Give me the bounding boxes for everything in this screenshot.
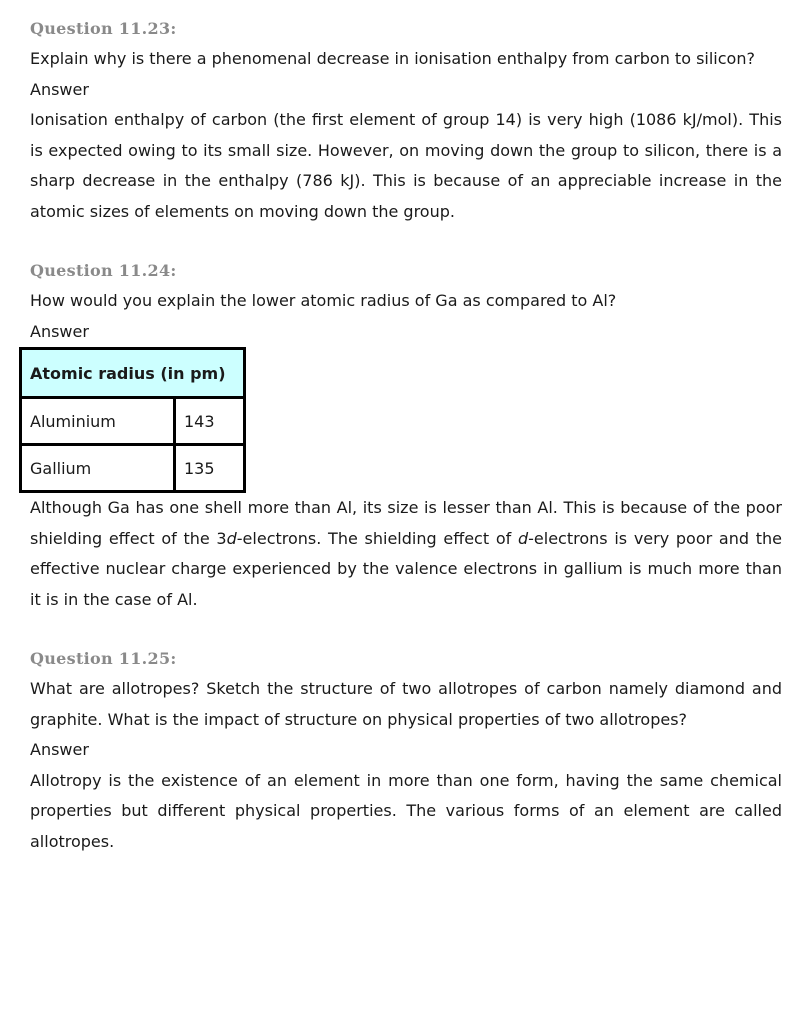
answer-text: Allotropy is the existence of an element in more than one form, having the same chemical properties but different physical properties. The various forms of an element are called allotropes. xyxy=(30,770,782,851)
element-cell: Aluminium xyxy=(21,398,175,445)
question-heading: Question 11.24: xyxy=(30,261,177,280)
document-page xyxy=(30,14,782,857)
italic-d: d xyxy=(226,528,237,548)
answer-text: Ionisation enthalpy of carbon (the first element of group 14) is very high (1086 kJ/mol). This is expected owing to its small size. However, on moving down the group to silicon, there is a sharp decrease in the enthalpy (786 kJ). This is because of an appreciable increase in the atomic sizes of elements on moving down the group. xyxy=(30,110,782,221)
question-text: What are allotropes? Sketch the structure of two allotropes of carbon namely diamond and graphite. What is the impact of structure on physical properties of two allotropes? xyxy=(30,679,782,729)
table-row xyxy=(21,398,245,445)
value-cell: 135 xyxy=(175,445,245,492)
question-heading: Question 11.25: xyxy=(30,649,177,668)
value-cell: 143 xyxy=(175,398,245,445)
answer-label: Answer xyxy=(30,321,89,341)
answer-label: Answer xyxy=(30,79,89,99)
answer-text-part: Although Ga has one shell more than Al, its size is lesser than Al. This is because of the poor shielding effect of the 3 xyxy=(30,498,782,548)
answer-text-part: -electrons. The shielding effect of xyxy=(236,528,518,548)
italic-d: d xyxy=(517,528,529,548)
question-heading: Question 11.23: xyxy=(30,19,177,38)
answer-text xyxy=(30,493,782,615)
answer-text-part: -electrons is very poor and the effective nuclear charge experienced by the valence electrons in gallium is much more than it is in the case of Al. xyxy=(30,528,782,609)
question-text: How would you explain the lower atomic radius of Ga as compared to Al? xyxy=(30,291,617,310)
atomic-radius-table xyxy=(19,347,246,493)
question-text: Explain why is there a phenomenal decrease in ionisation enthalpy from carbon to silicon? xyxy=(30,49,755,68)
table-header: Atomic radius (in pm) xyxy=(21,349,245,398)
element-cell: Gallium xyxy=(21,445,175,492)
table-row xyxy=(21,445,245,492)
answer-label: Answer xyxy=(30,740,89,759)
